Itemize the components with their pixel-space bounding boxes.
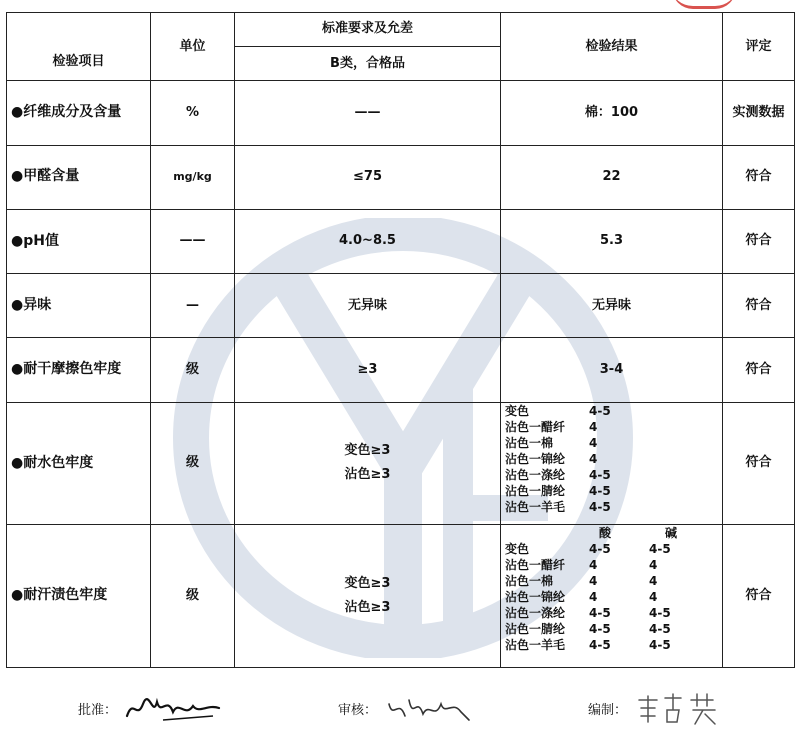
row-unit: % bbox=[151, 81, 235, 145]
approve-label: 批准： bbox=[78, 702, 118, 718]
table-row bbox=[7, 209, 795, 273]
row-item: ●异味 bbox=[7, 274, 151, 338]
row-judgement: 符合 bbox=[723, 274, 795, 338]
header-item: 检验项目 bbox=[7, 13, 151, 81]
row-item: ●耐水色牢度 bbox=[7, 402, 151, 525]
approve-signature-block bbox=[78, 688, 223, 728]
review-signature-block bbox=[338, 688, 479, 728]
row-judgement: 符合 bbox=[723, 338, 795, 402]
standard-line: 变色≥3 bbox=[344, 443, 391, 459]
row-judgement: 符合 bbox=[723, 525, 795, 668]
row-result: 3-4 bbox=[501, 338, 723, 402]
row-item: ●pH值 bbox=[7, 209, 151, 273]
result-line: 沾色一锦纶 4 bbox=[505, 451, 598, 466]
red-stamp-edge bbox=[672, 0, 736, 9]
row-result: 棉：100 bbox=[501, 81, 723, 145]
compile-label: 编制： bbox=[588, 702, 628, 718]
row-standard: ≥3 bbox=[235, 338, 501, 402]
table-row bbox=[7, 145, 795, 209]
row-standard: ≤75 bbox=[235, 145, 501, 209]
row-result: 无异味 bbox=[501, 274, 723, 338]
inspection-table bbox=[6, 12, 795, 668]
header-standard: 标准要求及允差 bbox=[235, 13, 501, 47]
row-judgement: 符合 bbox=[723, 145, 795, 209]
row-standard: —— bbox=[235, 81, 501, 145]
row-judgement: 符合 bbox=[723, 209, 795, 273]
result-line: 沾色一棉 4 bbox=[505, 435, 598, 450]
result-line: 沾色一涤纶 4-5 bbox=[505, 467, 611, 482]
table-row bbox=[7, 274, 795, 338]
header-result: 检验结果 bbox=[501, 13, 723, 81]
table-row bbox=[7, 402, 795, 525]
header-unit: 单位 bbox=[151, 13, 235, 81]
result-line: 沾色一锦纶 4 4 bbox=[505, 590, 658, 605]
result-line: 变色 4-5 4-5 bbox=[505, 542, 671, 557]
result-line: 沾色一涤纶 4-5 4-5 bbox=[505, 606, 671, 621]
header-judgement: 评定 bbox=[723, 13, 795, 81]
result-line: 沾色一腈纶 4-5 bbox=[505, 483, 611, 498]
row-result bbox=[501, 525, 723, 668]
row-standard: 无异味 bbox=[235, 274, 501, 338]
row-item: ●耐干摩擦色牢度 bbox=[7, 338, 151, 402]
result-line: 沾色一羊毛 4-5 bbox=[505, 499, 611, 514]
row-item: ●耐汗渍色牢度 bbox=[7, 525, 151, 668]
row-unit: — bbox=[151, 274, 235, 338]
approve-signature-image bbox=[123, 690, 223, 726]
table-row bbox=[7, 81, 795, 145]
row-standard bbox=[235, 402, 501, 525]
row-result: 5.3 bbox=[501, 209, 723, 273]
table-row bbox=[7, 525, 795, 668]
row-standard: 4.0~8.5 bbox=[235, 209, 501, 273]
review-label: 审核： bbox=[338, 702, 378, 718]
result-line: 沾色一棉 4 4 bbox=[505, 574, 658, 589]
standard-line: 变色≥3 bbox=[344, 576, 391, 592]
result-line: 沾色一醋纤 4 4 bbox=[505, 558, 658, 573]
row-unit: mg/kg bbox=[151, 145, 235, 209]
row-unit: —— bbox=[151, 209, 235, 273]
result-header-line: 酸 碱 bbox=[599, 526, 678, 541]
table-row bbox=[7, 338, 795, 402]
header-standard-sub: B类，合格品 bbox=[235, 47, 501, 81]
row-result: 22 bbox=[501, 145, 723, 209]
header-row bbox=[7, 13, 795, 47]
row-unit: 级 bbox=[151, 402, 235, 525]
standard-line: 沾色≥3 bbox=[344, 467, 391, 483]
review-signature-image bbox=[383, 690, 479, 726]
compile-signature-image bbox=[633, 690, 723, 726]
row-standard bbox=[235, 525, 501, 668]
row-unit: 级 bbox=[151, 525, 235, 668]
row-judgement: 符合 bbox=[723, 402, 795, 525]
standard-line: 沾色≥3 bbox=[344, 600, 391, 616]
compile-signature-block bbox=[588, 688, 723, 728]
row-unit: 级 bbox=[151, 338, 235, 402]
result-line: 沾色一腈纶 4-5 4-5 bbox=[505, 622, 671, 637]
row-result bbox=[501, 402, 723, 525]
row-item: ●甲醛含量 bbox=[7, 145, 151, 209]
result-line: 变色 4-5 bbox=[505, 403, 611, 418]
row-judgement: 实测数据 bbox=[723, 81, 795, 145]
result-line: 沾色一醋纤 4 bbox=[505, 419, 598, 434]
result-line: 沾色一羊毛 4-5 4-5 bbox=[505, 638, 671, 653]
row-item: ●纤维成分及含量 bbox=[7, 81, 151, 145]
